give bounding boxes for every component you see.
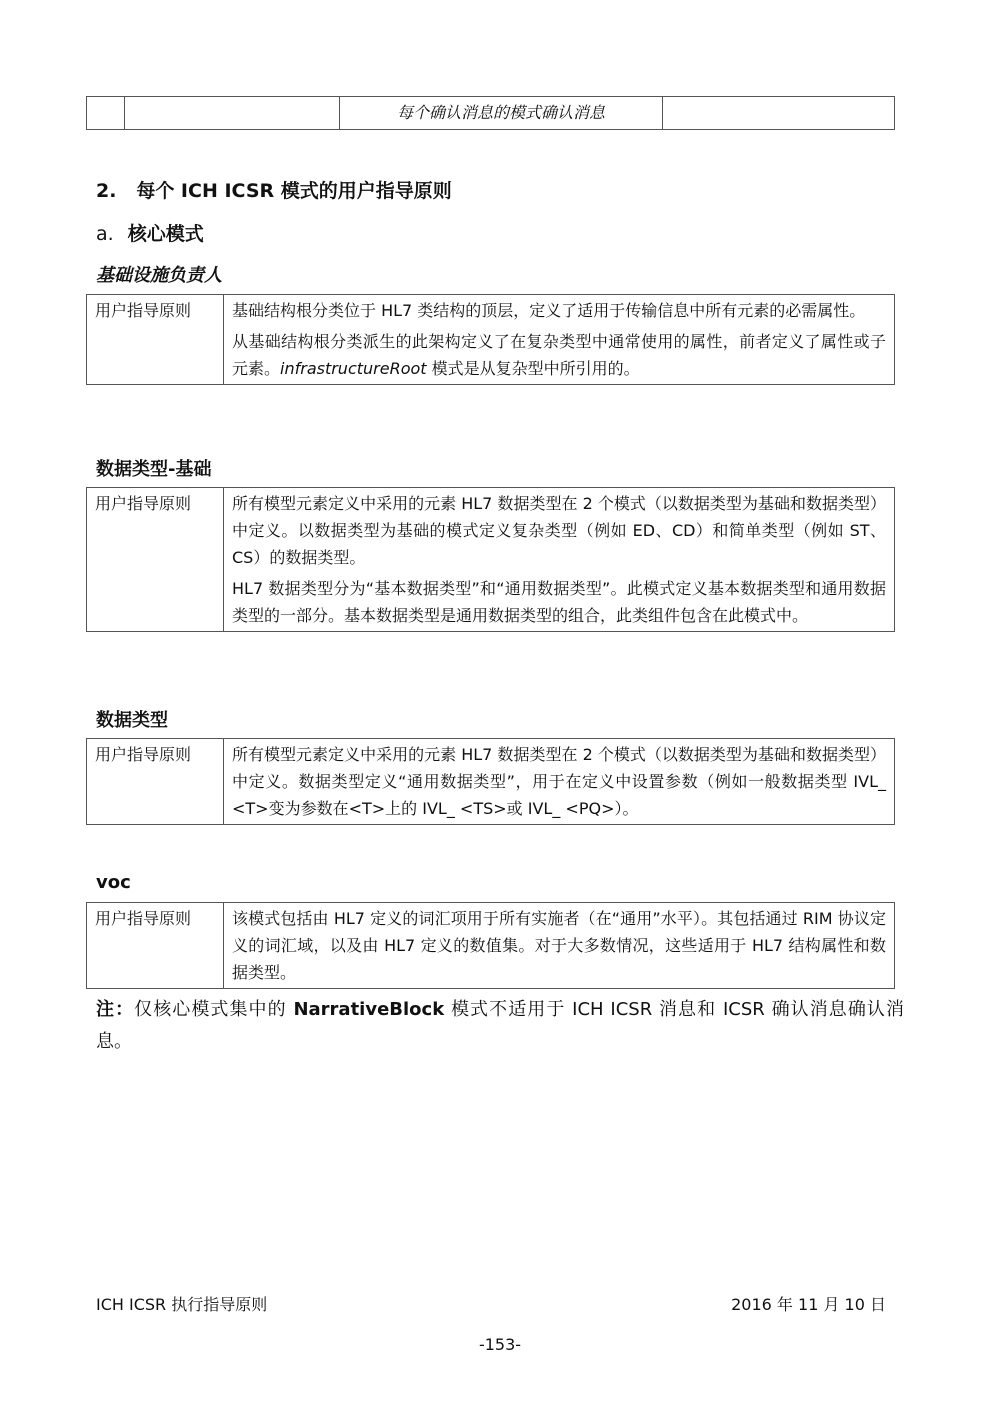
guideline-body <box>224 739 895 825</box>
guideline-label: 用户指导原则 <box>87 295 224 385</box>
top-table <box>86 96 895 130</box>
guideline-table-voc <box>86 902 895 989</box>
footer-date: 2016 年 11 月 10 日 <box>731 1295 886 1314</box>
guideline-paragraph: HL7 数据类型分为“基本数据类型”和“通用数据类型”。此模式定义基本数据类型和通用数据类型的一部分。基本数据类型是通用数据类型的组合，此类组件包含在此模式中。 <box>232 579 886 625</box>
subsection-title: 核心模式 <box>127 223 204 245</box>
guideline-paragraph: 所有模型元素定义中采用的元素 HL7 数据类型在 2 个模式（以数据类型为基础和数据类型）中定义。数据类型定义“通用数据类型”，用于在定义中设置参数（例如一般数据类型 IVL_ <T>变为参数在<T>上的 IVL_ <TS>或 IVL_ <PQ>）。 <box>232 745 886 818</box>
guideline-table-datatypes-base <box>86 487 895 632</box>
top-table-cell-3: 每个确认消息的模式确认消息 <box>340 97 663 130</box>
subsection-heading <box>96 219 204 246</box>
top-table-cell-4 <box>663 97 895 130</box>
guideline-body <box>224 295 895 385</box>
guideline-label: 用户指导原则 <box>87 488 224 632</box>
note-bold-term: NarrativeBlock <box>293 999 445 1020</box>
note-paragraph: 注：仅核心模式集中的 NarrativeBlock 模式不适用于 ICH ICSR 消息和 ICSR 确认消息确认消息。 <box>96 999 904 1052</box>
note-label: 注： <box>96 999 135 1020</box>
guideline-label: 用户指导原则 <box>87 903 224 989</box>
guideline-table-datatypes <box>86 738 895 825</box>
guideline-paragraph: 该模式包括由 HL7 定义的词汇项用于所有实施者（在“通用”水平）。其包括通过 RIM 协议定义的词汇域，以及由 HL7 定义的数值集。对于大多数情况，这些适用于 HL7 结构属性和数据类型。 <box>232 909 886 982</box>
subsection-marker: a. <box>96 223 114 245</box>
guideline-paragraph: 基础结构根分类位于 HL7 类结构的顶层，定义了适用于传输信息中所有元素的必需属性。 <box>232 301 866 320</box>
section-heading <box>96 176 452 203</box>
section-heading-title: 每个 ICH ICSR 模式的用户指导原则 <box>136 180 452 202</box>
guideline-paragraph: 从基础结构根分类派生的此架构定义了在复杂类型中通常使用的属性，前者定义了属性或子元素。infrastructureRoot 模式是从复杂型中所引用的。 <box>232 332 886 378</box>
guideline-body <box>224 903 895 989</box>
section-title-infrastructure: 基础设施负责人 <box>96 265 222 286</box>
top-table-cell-2 <box>125 97 340 130</box>
page-number: -153- <box>478 1335 522 1354</box>
guideline-paragraph: 所有模型元素定义中采用的元素 HL7 数据类型在 2 个模式（以数据类型为基础和数据类型）中定义。以数据类型为基础的模式定义复杂类型（例如 ED、CD）和简单类型（例如 ST、CS）的数据类型。 <box>232 494 886 567</box>
section-title-datatypes-base: 数据类型-基础 <box>96 459 212 480</box>
guideline-body <box>224 488 895 632</box>
guideline-table-infrastructure <box>86 294 895 385</box>
top-table-cell-1 <box>87 97 125 130</box>
guideline-label: 用户指导原则 <box>87 739 224 825</box>
footer-left: ICH ICSR 执行指导原则 <box>96 1295 268 1314</box>
section-number: 2. <box>96 180 117 202</box>
section-title-voc: voc <box>96 872 131 893</box>
section-title-datatypes: 数据类型 <box>96 710 168 731</box>
